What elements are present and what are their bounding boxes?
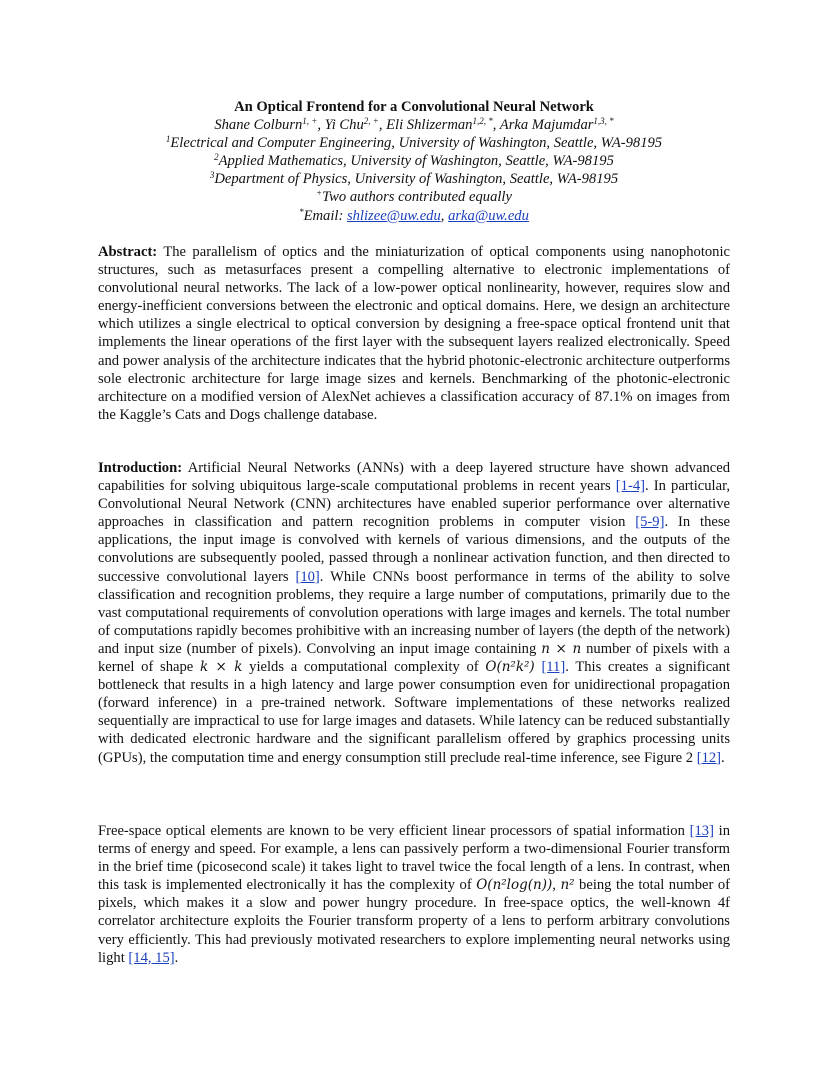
- email-link-shlizee[interactable]: shlizee@uw.edu: [346, 207, 441, 224]
- affiliation-marker: 3: [209, 170, 215, 181]
- citation-link[interactable]: [5-9]: [635, 514, 665, 531]
- math-expression: k × k: [200, 659, 243, 676]
- abstract-heading: Abstract:: [98, 244, 158, 260]
- introduction-heading: Introduction:: [98, 460, 183, 476]
- math-expression: n²: [560, 877, 575, 894]
- equal-contribution-note: [98, 188, 730, 206]
- paragraph-text: being the total number of pixels, which makes it a slow and power hungry procedure. In free-space optics, the well-known 4f correlator architecture exploits the Fourier transform property of a lens to perform arbitrary convolutions very efficiently. This had previously motivated researchers to explore implementing neural networks using light: [98, 877, 731, 966]
- email-line: [98, 207, 730, 225]
- author-separator: ,: [492, 117, 500, 134]
- citation-link[interactable]: [10]: [295, 568, 320, 585]
- affiliation-marker: 2: [214, 152, 219, 163]
- author-superscript: 2, +: [363, 116, 379, 127]
- author-superscript: 1, +: [302, 116, 318, 127]
- author-name: Arka Majumdar: [499, 117, 594, 134]
- paragraph-text: in terms of energy and speed. For example, a lens can passively perform a two-dimensional Fourier transform in the brief time (picosecond scale) it takes light to travel twice the focal length of a lens. In contrast, when this task is implemented electronically it has the complexity of: [98, 823, 731, 894]
- paragraph-text: .: [174, 949, 179, 966]
- abstract-paragraph: [98, 243, 730, 424]
- math-expression: n × n: [541, 640, 582, 657]
- paragraph-text: .: [721, 749, 725, 766]
- paragraph-text: . While CNNs boost performance in terms of the ability to solve classification and recognition problems, they require a large number of computations, primarily due to the vast computational requirements of convolution operations with large images and kernels. The total number of computations rapidly becomes prohibitive with an increasing number of layers (the depth of the network) and input size (number of pixels). Convolving an input image containing: [98, 568, 730, 657]
- affiliation-3: [98, 170, 730, 188]
- citation-link[interactable]: [14, 15]: [128, 949, 175, 966]
- affiliation-text: Applied Mathematics, University of Washington, Seattle, WA-98195: [218, 153, 614, 170]
- affiliation-1: [98, 134, 730, 152]
- affiliation-text: Department of Physics, University of Washington, Seattle, WA-98195: [214, 171, 619, 188]
- email-label: Email:: [303, 207, 347, 224]
- paper-title: An Optical Frontend for a Convolutional Neural Network: [234, 99, 594, 115]
- author-name: Yi Chu: [324, 117, 364, 134]
- author-separator: ,: [378, 117, 387, 134]
- affiliation-marker: +: [316, 188, 323, 199]
- affiliation-marker: 1: [165, 134, 171, 145]
- paragraph-text: . In these applications, the input image is convolved with kernels of various dimensions, and the outputs of the convolutions are subsequently pooled, passed through a nonlinear activation function, and then directed to successive convolutional layers: [98, 514, 730, 585]
- paragraph-text: Artificial Neural Networks (ANNs) with a deep layered structure have shown advanced capabilities for solving ubiquitous large-scale computational problems in recent years: [98, 460, 730, 495]
- paragraph-text: yields a computational complexity of: [242, 659, 486, 676]
- paragraph-text: Free-space optical elements are known to be very efficient linear processors of spatial information: [98, 823, 690, 839]
- author-name: Shane Colburn: [214, 117, 303, 134]
- citation-link[interactable]: [12]: [696, 749, 722, 766]
- math-expression: O(n²log(n)): [476, 877, 553, 894]
- math-expression: O(n²k²): [485, 659, 535, 676]
- affiliation-text: Electrical and Computer Engineering, University of Washington, Seattle, WA-98195: [170, 135, 663, 152]
- citation-link[interactable]: [11]: [541, 659, 566, 676]
- citation-link[interactable]: [13]: [689, 823, 714, 839]
- author-superscript: 1,3, *: [593, 116, 614, 127]
- paper-header: [98, 98, 730, 225]
- paragraph-text: ,: [552, 877, 561, 894]
- author-list: [98, 116, 730, 134]
- introduction-paragraph: [98, 459, 730, 767]
- paragraph-text: . This creates a significant bottleneck that results in a high latency and large power consumption even for unidirectional propagation (forward inference) in a pre-trained network. Software implementations of these networks realized sequentially are impractical to use for large images and datasets. While latency can be reduced substantially with dedicated electronic hardware and the significant parallelism offered by graphics processing units (GPUs), the computation time and energy consumption still preclude real-time inference, see Figure 2: [98, 659, 731, 766]
- author-name: Eli Shlizerman: [386, 117, 473, 134]
- author-superscript: 1,2, *: [472, 116, 493, 127]
- freespace-optics-paragraph: [98, 822, 730, 967]
- email-link-arka[interactable]: arka@uw.edu: [448, 207, 529, 224]
- email-marker: *: [299, 206, 304, 217]
- abstract-text: The parallelism of optics and the miniaturization of optical components using nanophotonic structures, such as metasurfaces present a compelling alternative to electronic implementations of convolutional neural networks. The lack of a low-power optical nonlinearity, however, requires slow and energy-inefficient conversions between the electronic and optical domains. Here, we design an architecture which utilizes a single electrical to optical conversion by designing a free-space optical frontend unit that implements the linear operations of the first layer with the subsequent layers realized electronically. Speed and power analysis of the architecture indicates that the hybrid photonic-electronic architecture outperforms sole electronic architecture for large image sizes and kernels. Benchmarking of the photonic-electronic architecture on a modified version of AlexNet achieves a classification accuracy of 87.1% on images from the Kaggle’s Cats and Dogs challenge database.: [98, 244, 730, 423]
- paragraph-text: . In particular, Convolutional Neural Network (CNN) architectures have enabled superior performance over alternative approaches in classification and pattern recognition problems in computer vision: [98, 478, 731, 531]
- citation-link[interactable]: [1-4]: [615, 478, 645, 495]
- author-separator: ,: [317, 117, 325, 134]
- affiliation-2: [98, 152, 730, 170]
- paragraph-text: number of pixels with a kernel of shape: [98, 640, 730, 676]
- email-separator: ,: [440, 207, 449, 224]
- affiliation-text: Two authors contributed equally: [322, 189, 512, 206]
